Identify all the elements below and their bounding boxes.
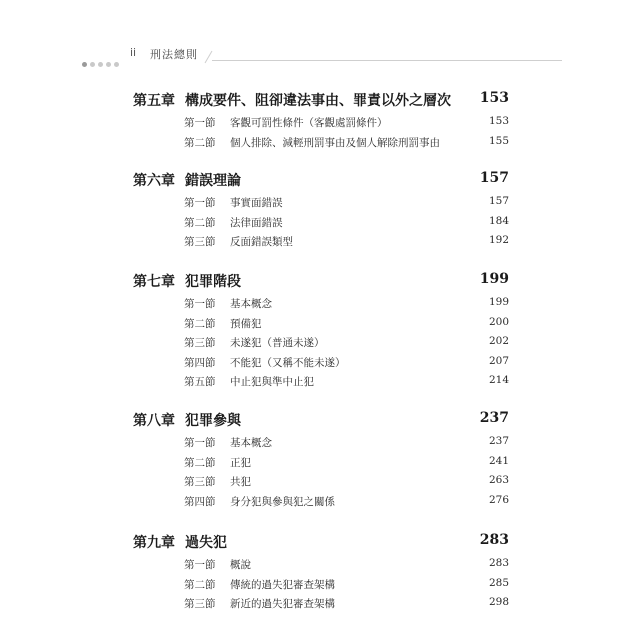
book-title: 刑法總則 [150,48,198,61]
section-row [184,557,509,573]
dot [82,62,87,67]
section-number: 第三節 [184,236,216,249]
section-row [184,474,509,490]
section-title: 法律面錯誤 [230,216,283,229]
section-title: 未遂犯（普通未遂） [230,337,325,350]
section-number: 第一節 [184,559,216,571]
chapter-row [133,271,509,291]
decorative-dots [82,52,122,71]
section-page: 241 [488,454,509,467]
section-row [184,355,509,371]
section-page: 207 [488,354,509,367]
running-header [82,46,562,68]
section-title: 共犯 [230,476,251,489]
header-slash [205,51,213,64]
chapter-number: 第七章 [133,274,175,290]
section-number: 第一節 [184,298,216,310]
section-title: 反面錯誤類型 [230,236,293,249]
chapter-page: 283 [479,532,509,548]
dot [114,62,119,67]
section-page: 155 [488,134,509,147]
section-number: 第四節 [184,495,216,508]
chapter-number: 第六章 [133,173,175,189]
chapter-title: 犯罪階段 [185,274,241,290]
section-title: 概說 [230,559,251,571]
section-row [184,435,509,451]
section-row [184,234,509,250]
section-page: 153 [488,115,509,127]
section-number: 第一節 [184,117,216,129]
section-title: 身分犯與參與犯之關係 [230,495,335,508]
section-number: 第三節 [184,476,216,489]
section-page: 263 [488,474,509,487]
section-title: 新近的過失犯審查架構 [230,598,335,611]
section-row [184,195,509,211]
header-rule [212,60,562,61]
section-title: 基本概念 [230,437,272,449]
section-number: 第二節 [184,136,216,149]
section-row [184,494,509,510]
section-row [184,135,509,151]
chapter-title: 過失犯 [185,535,227,551]
section-page: 184 [488,214,509,227]
section-title: 不能犯（又稱不能未遂） [230,356,346,369]
section-number: 第二節 [184,578,216,591]
dot [98,62,103,67]
dot [106,62,111,67]
section-row [184,296,509,312]
page-number: ii [130,46,137,59]
section-row [184,596,509,612]
section-title: 事實面錯誤 [230,197,283,209]
section-row [184,374,509,390]
chapter-page: 157 [479,170,509,186]
chapter-page: 199 [479,271,509,287]
section-page: 192 [488,234,509,247]
section-row [184,115,509,131]
section-title: 中止犯與準中止犯 [230,376,314,389]
chapter-number: 第九章 [133,535,175,551]
dot [90,62,95,67]
section-number: 第五節 [184,376,216,389]
section-page: 202 [488,335,509,348]
section-row [184,577,509,593]
section-number: 第三節 [184,598,216,611]
section-page: 276 [488,493,509,506]
section-title: 傳統的過失犯審查架構 [230,578,335,591]
section-title: 基本概念 [230,298,272,310]
chapter-number: 第五章 [133,93,175,109]
section-number: 第四節 [184,356,216,369]
section-page: 298 [488,596,509,609]
section-number: 第二節 [184,317,216,330]
chapter-title: 構成要件、阻卻違法事由、罪責以外之層次 [185,93,451,109]
chapter-row [133,532,509,552]
section-row [184,316,509,332]
section-title: 客觀可罰性條件（客觀處罰條件） [230,117,388,129]
section-title: 預備犯 [230,317,262,330]
chapter-title: 錯誤理論 [185,173,241,189]
section-page: 200 [488,315,509,328]
section-page: 283 [488,557,509,569]
chapter-page: 237 [479,410,509,426]
section-number: 第二節 [184,456,216,469]
section-page: 214 [488,374,509,387]
section-number: 第三節 [184,337,216,350]
section-row [184,335,509,351]
chapter-page: 153 [479,90,509,106]
section-page: 157 [488,195,509,207]
chapter-row [133,170,509,190]
section-number: 第一節 [184,437,216,449]
section-page: 199 [488,296,509,308]
section-title: 個人排除、減輕刑罰事由及個人解除刑罰事由 [230,136,440,149]
section-page: 237 [488,435,509,447]
section-number: 第二節 [184,216,216,229]
section-row [184,455,509,471]
chapter-title: 犯罪參與 [185,413,241,429]
section-number: 第一節 [184,197,216,209]
chapter-row [133,90,509,110]
section-title: 正犯 [230,456,251,469]
section-page: 285 [488,576,509,589]
chapter-number: 第八章 [133,413,175,429]
chapter-row [133,410,509,430]
section-row [184,215,509,231]
